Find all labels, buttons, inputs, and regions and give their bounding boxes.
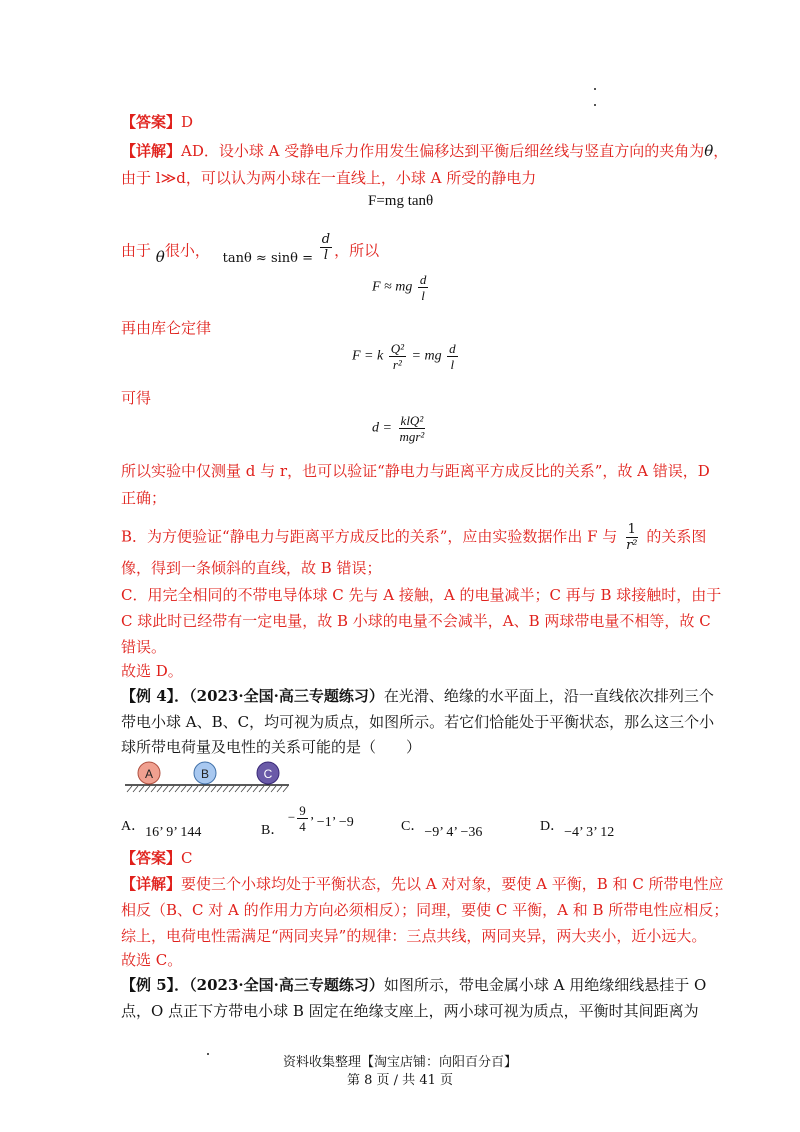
denominator: l	[450, 357, 455, 372]
decor-dot	[594, 88, 596, 90]
detail-label: 【详解】	[121, 875, 182, 893]
approx-expression: tanθ ≈ sinθ =	[222, 250, 314, 266]
ball-a-label: A	[144, 767, 154, 781]
answer-value: C	[181, 849, 193, 867]
detail-text: 很小，	[164, 241, 210, 260]
detail-text: 由于	[121, 241, 152, 260]
example-text: 如图所示，带电金属小球 A 用绝缘细线悬挂于 O	[383, 976, 707, 994]
equation-2	[372, 272, 430, 303]
example-5-line1	[121, 975, 707, 996]
detail-text: ，	[713, 142, 729, 160]
option-label: D．	[540, 819, 565, 834]
detail-label: 【详解】	[121, 142, 182, 160]
detail-1-line10: C．用完全相同的不带电导体球 C 先与 A 接触，A 的电量减半；C 再与 B 球接触时，由于	[121, 586, 722, 604]
example-4-line1	[121, 686, 714, 707]
footer-page-number: 第 8 页 / 共 41 页	[347, 1073, 453, 1088]
numerator: d	[449, 341, 456, 356]
numerator: 9	[299, 803, 306, 818]
example-source: （2023·全国·高三专题练习）	[189, 687, 384, 705]
detail-1-line12: 错误。	[121, 638, 167, 656]
example-5-line2: 点，O 点正下方带电小球 B 固定在绝缘支座上，两小球可视为质点，平衡时其间距离为	[121, 1002, 699, 1020]
fraction-9-over-4	[297, 803, 308, 834]
option-c[interactable]	[401, 815, 483, 840]
detail-text: ，所以	[334, 241, 380, 260]
denominator: l	[421, 288, 425, 303]
example-text: 在光滑、绝缘的水平面上，沿一直线依次排列三个	[383, 687, 714, 705]
eq-mid: = mg	[411, 348, 442, 364]
fraction-klq2-over-mgr2	[397, 413, 426, 444]
answer-label: 【答案】	[121, 849, 182, 867]
example-4-line3: 球所带电荷量及电性的关系可能的是（ ）	[121, 738, 422, 756]
detail-1-line1	[121, 141, 729, 162]
eq-left: F = k	[352, 348, 384, 364]
numerator: klQ²	[400, 413, 424, 428]
option-value: −4’ 3’ 12	[564, 825, 615, 840]
equation-1: F=mg tanθ	[368, 193, 434, 209]
denominator: r²	[626, 538, 638, 553]
numerator: Q²	[390, 341, 405, 356]
denominator: mgr²	[399, 429, 425, 444]
detail-text: 要使三个小球均处于平衡状态，先以 A 对对象，要使 A 平衡，B 和 C 所带电性应	[181, 875, 724, 893]
numerator: d	[321, 232, 331, 247]
footer-source: 资料收集整理【淘宝店铺：向阳百分百】	[282, 1055, 517, 1070]
detail-text: B．为方便验证“静电力与距离平方成反比的关系”，应由实验数据作出 F 与	[121, 527, 618, 546]
answer-2	[121, 848, 681, 869]
eq-left: d =	[372, 420, 392, 436]
fraction-d-over-l	[447, 341, 458, 372]
theta-symbol: θ	[704, 142, 714, 160]
example-label: 【例 4】．	[121, 687, 190, 705]
denominator: l	[323, 248, 329, 263]
balls-on-surface-figure	[123, 757, 293, 797]
fraction-q2-over-r2	[389, 341, 406, 372]
fraction-d-over-l	[418, 272, 429, 303]
denominator: r²	[392, 357, 402, 372]
numerator: 1	[627, 522, 636, 537]
option-b[interactable]: B． − $\frac{9}{4}$ ’ −1’ −9	[261, 803, 354, 838]
detail-2-line1	[121, 874, 724, 895]
example-4-line2: 带电小球 A、B、C，均可视为质点，如图所示。若它们恰能处于平衡状态，那么这三个小	[121, 713, 715, 731]
detail-1-line3	[121, 232, 681, 267]
detail-1-line5: 可得	[121, 389, 152, 407]
option-value: −9’ 4’ −36	[424, 825, 483, 840]
answer-1	[121, 112, 681, 133]
decor-dot	[594, 104, 596, 106]
detail-2-line3: 综上，电荷电性需满足“两同夹异”的规律：三点共线，两同夹异，两大夹小，近小远大。	[121, 927, 707, 945]
detail-1-line2: 由于 l≫d，可以认为两小球在一直线上，小球 A 所受的静电力	[121, 169, 537, 187]
fraction-d-over-l	[320, 232, 332, 263]
answer-value: D	[181, 113, 194, 131]
detail-1-line6: 所以实验中仅测量 d 与 r，也可以验证“静电力与距离平方成反比的关系”，故 A 错误，D	[121, 462, 710, 480]
option-d[interactable]	[540, 815, 615, 840]
equation-4	[372, 413, 428, 444]
theta-symbol: θ	[155, 247, 165, 266]
ball-b-label: B	[200, 767, 210, 781]
detail-text: 的关系图	[646, 527, 707, 546]
equation-3	[352, 341, 460, 372]
option-label: B．	[261, 822, 285, 838]
example-label: 【例 5】．	[121, 976, 190, 994]
eq-left: F ≈ mg	[372, 279, 413, 295]
ball-c-label: C	[263, 767, 273, 781]
detail-1-line4: 再由库仑定律	[121, 319, 212, 337]
numerator: d	[419, 272, 427, 287]
detail-1-line7: 正确；	[121, 489, 167, 507]
detail-1-line11: C 球此时已经带有一定电量，故 B 小球的电量不会减半，A、B 两球带电量不相等，故 C	[121, 612, 711, 630]
detail-1-line13: 故选 D。	[121, 662, 183, 680]
answer-label: 【答案】	[121, 113, 182, 131]
detail-2-line4: 故选 C。	[121, 951, 183, 969]
option-label: A．	[121, 819, 146, 834]
detail-text: AD．设小球 A 受静电斥力作用发生偏移达到平衡后细丝线与竖直方向的夹角为	[181, 142, 705, 160]
detail-1-line8	[121, 522, 707, 553]
detail-1-line9: 像，得到一条倾斜的直线，故 B 错误；	[121, 559, 382, 577]
option-label: C．	[401, 819, 425, 834]
denominator: 4	[299, 819, 306, 834]
detail-2-line2: 相反（B、C 对 A 的作用力方向必须相反）；同理，要使 C 平衡，A 和 B 所带电性应相反；	[121, 901, 729, 919]
option-value: ’ −1’ −9	[309, 814, 354, 830]
fraction-1-over-r2	[624, 522, 639, 553]
option-a[interactable]	[121, 815, 202, 840]
option-value: 16’ 9’ 144	[145, 825, 202, 840]
example-source: （2023·全国·高三专题练习）	[189, 976, 384, 994]
